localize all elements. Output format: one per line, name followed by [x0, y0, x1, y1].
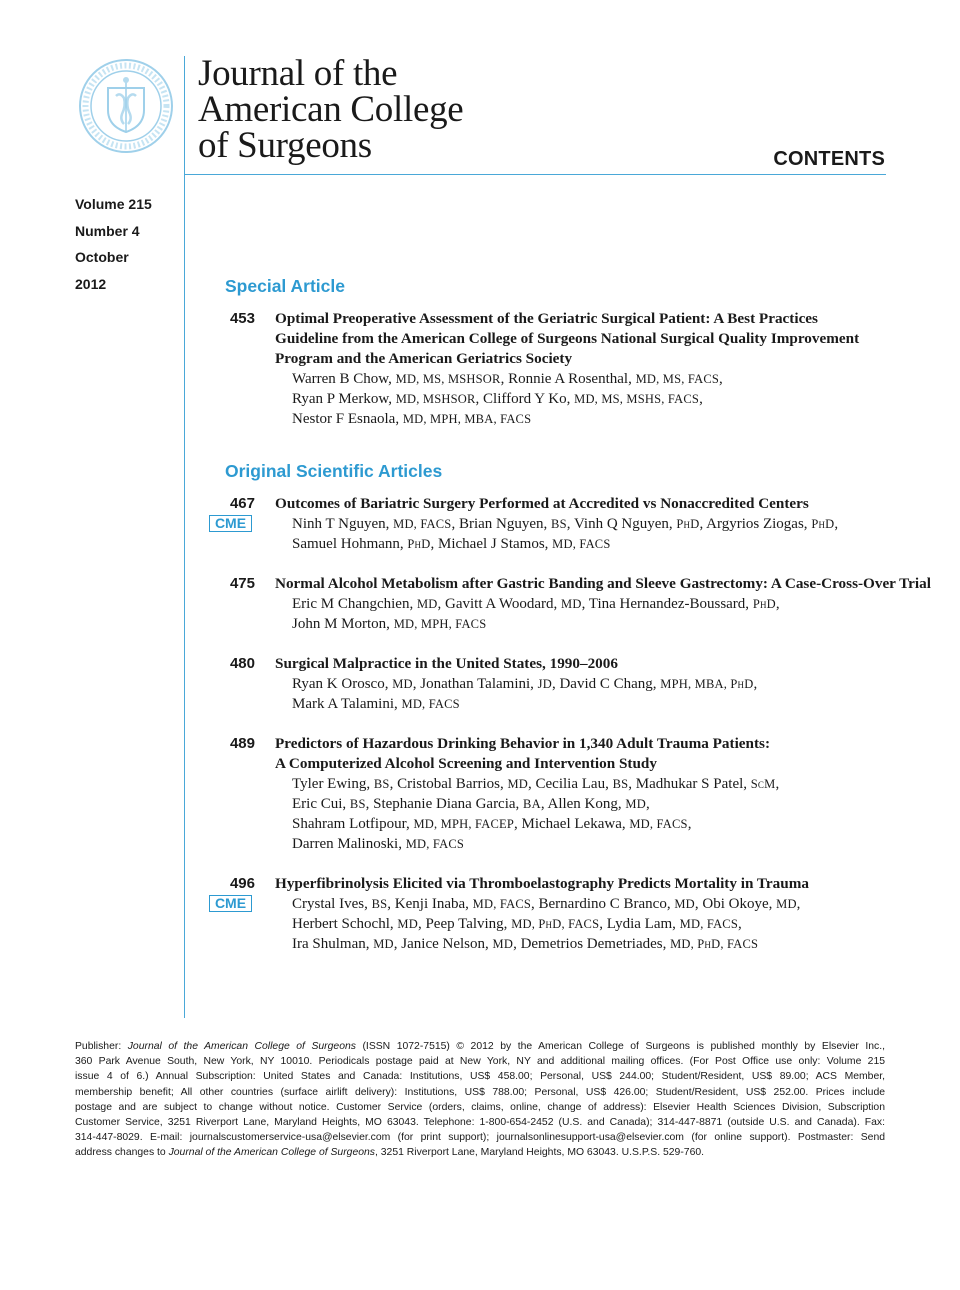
article-authors: Tyler Ewing, BS, Cristobal Barrios, MD, Cecilia Lau, BS, Madhukar S Patel, ScM, [292, 776, 780, 792]
article-title[interactable]: Normal Alcohol Metabolism after Gastric Banding and Sleeve Gastrectomy: A Case-Cross-Over Trial [275, 575, 931, 592]
page-number[interactable]: 467 [229, 495, 255, 512]
article-authors: Warren B Chow, MD, MS, MSHSOR, Ronnie A Rosenthal, MD, MS, FACS, [292, 371, 723, 387]
acs-seal-logo [78, 58, 174, 154]
article-authors: Eric Cui, BS, Stephanie Diana Garcia, BA, Allen Kong, MD, [292, 796, 650, 812]
author-degrees: MD, FACS [679, 917, 738, 931]
author-degrees: MD [392, 677, 413, 691]
cme-badge: CME [209, 895, 252, 912]
footer-line: membership benefit; All other countries (surface airlift delivery): Institutions, US$ 788.00; Personal, US$ 426.00; Student/Resident, US$ 252.00. Prices include [75, 1086, 885, 1098]
author-degrees: MD, MPH, FACS [393, 617, 487, 631]
author-degrees: MD [625, 797, 646, 811]
author-degrees: MD, PhD, FACS [511, 917, 600, 931]
author-degrees: MD, MS, MSHSOR [395, 372, 501, 386]
footer-line: postage and are subject to change without notice. Customer Service (orders, claims, online, change of address): Elsevier Health Sciences Division, Subscription [75, 1101, 885, 1113]
author-degrees: MD [507, 777, 529, 791]
page-number[interactable]: 475 [229, 575, 255, 592]
footer-line: Customer Service, 3251 Riverport Lane, Maryland Heights, MO 63043. Telephone: 1-800-654-2452 (U.S. and Canada); 314-447-8871 (outside U.S. and Canada). Fax: [75, 1117, 885, 1129]
author-degrees: JD [537, 677, 552, 691]
article-authors: Herbert Schochl, MD, Peep Talving, MD, PhD, FACS, Lydia Lam, MD, FACS, [292, 916, 742, 932]
author-degrees: BS [349, 797, 366, 811]
author-degrees: MD, FACS [401, 697, 460, 711]
author-degrees: MD, PhD, FACS [670, 937, 759, 951]
article-authors: Mark A Talamini, MD, FACS [292, 696, 460, 712]
article-title[interactable]: A Computerized Alcohol Screening and Intervention Study [275, 755, 657, 772]
author-degrees: MD [492, 937, 514, 951]
author-degrees: BA [523, 797, 541, 811]
author-degrees: PhD [811, 517, 835, 531]
page-number[interactable]: 489 [229, 735, 255, 752]
author-degrees: MD, MS, FACS [635, 372, 720, 386]
journal-title-line: Journal of the [198, 53, 398, 94]
article-authors: Darren Malinoski, MD, FACS [292, 836, 465, 852]
issue-volume: Volume 215 [75, 196, 152, 212]
toc-entry[interactable] [200, 654, 900, 714]
toc-entry[interactable] [200, 574, 931, 634]
article-authors: Ira Shulman, MD, Janice Nelson, MD, Demetrios Demetriades, MD, PhD, FACS [292, 936, 759, 952]
journal-title-line: American College [198, 89, 464, 130]
section-heading: Special Article [225, 276, 345, 296]
author-degrees: MD [674, 897, 695, 911]
journal-title [198, 53, 464, 166]
footer-line: Publisher: Journal of the American College of Surgeons (ISSN 1072-7515) © 2012 by the American College of Surgeons is published monthly by Elsevier Inc., [75, 1041, 885, 1052]
issue-year: 2012 [75, 275, 107, 292]
footer-line: address changes to Journal of the American College of Surgeons, 3251 Riverport Lane, Maryland Heights, MO 63043. U.S.P.S. 529-760. [75, 1147, 705, 1159]
author-degrees: MD, FACS [552, 537, 611, 551]
issue-info [75, 191, 152, 297]
article-title[interactable]: Outcomes of Bariatric Surgery Performed at Accredited vs Nonaccredited Centers [275, 495, 809, 512]
article-authors: Ryan K Orosco, MD, Jonathan Talamini, JD, David C Chang, MPH, MBA, PhD, [292, 676, 758, 692]
author-degrees: PhD [407, 537, 431, 551]
author-degrees: MD [416, 597, 438, 611]
cme-badge: CME [209, 515, 252, 532]
header-rule [184, 174, 886, 175]
article-authors: Nestor F Esnaola, MD, MPH, MBA, FACS [292, 411, 532, 427]
article-title[interactable]: Hyperfibrinolysis Elicited via Thromboelastography Predicts Mortality in Trauma [275, 875, 809, 892]
page-number[interactable]: 453 [229, 310, 255, 327]
author-degrees: MD, MPH, MBA, FACS [402, 412, 532, 426]
article-title[interactable]: Guideline from the American College of Surgeons National Surgical Quality Improvement [275, 330, 860, 347]
article-authors: Crystal Ives, BS, Kenji Inaba, MD, FACS, Bernardino C Branco, MD, Obi Okoye, MD, [292, 896, 801, 912]
author-degrees: MD, FACS [472, 897, 532, 911]
toc-entry[interactable] [200, 494, 900, 554]
author-degrees: MD, FACS [629, 817, 688, 831]
article-authors: Shahram Lotfipour, MD, MPH, FACEP, Michael Lekawa, MD, FACS, [292, 816, 692, 832]
footer-line: 360 Park Avenue South, New York, NY 10010. Periodicals postage paid at New York, NY and additional mailing offices. (For Post Office use only: Volume 215 [75, 1056, 885, 1068]
footer-line: 314-447-8029. E-mail: journalscustomerservice-usa@elsevier.com (for print support); journalsonlinesupport-usa@elsevier.com (for online support). Postmaster: Send [75, 1132, 885, 1144]
article-title[interactable]: Predictors of Hazardous Drinking Behavior in 1,340 Adult Trauma Patients: [275, 735, 771, 752]
publisher-footer [75, 1039, 885, 1161]
footer-line: issue 4 of 6.) Annual Subscription: United States and Canada: Institutions, US$ 458.00; Personal, US$ 244.00; Student/Resident, US$ 89.00; ACS Member, [75, 1071, 885, 1083]
toc-entry[interactable] [200, 874, 900, 954]
article-authors: Ninh T Nguyen, MD, FACS, Brian Nguyen, BS, Vinh Q Nguyen, PhD, Argyrios Ziogas, PhD, [292, 516, 839, 532]
toc-entry[interactable] [200, 734, 900, 854]
page-number[interactable]: 480 [229, 655, 255, 672]
author-degrees: MD, MS, MSHS, FACS [574, 392, 700, 406]
issue-number: Number 4 [75, 222, 140, 239]
page-number[interactable]: 496 [229, 875, 255, 892]
article-title[interactable]: Program and the American Geriatrics Society [275, 350, 573, 367]
author-degrees: MD, FACS [405, 837, 465, 851]
contents-heading: CONTENTS [773, 148, 885, 170]
author-degrees: PhD [676, 517, 700, 531]
vertical-rule [184, 56, 185, 1018]
article-authors: Samuel Hohmann, PhD, Michael J Stamos, MD, FACS [292, 536, 611, 552]
article-authors: Ryan P Merkow, MD, MSHSOR, Clifford Y Ko, MD, MS, MSHS, FACS, [292, 391, 703, 407]
issue-month: October [75, 249, 129, 265]
author-degrees: MPH, MBA, PhD [660, 677, 754, 691]
author-degrees: MD [397, 917, 418, 931]
author-degrees: MD, MPH, FACEP [413, 817, 514, 831]
article-title[interactable]: Surgical Malpractice in the United States, 1990–2006 [275, 655, 618, 672]
article-title[interactable]: Optimal Preoperative Assessment of the Geriatric Surgical Patient: A Best Practices [275, 310, 818, 327]
author-degrees: MD, MSHSOR [395, 392, 476, 406]
author-degrees: MD [561, 597, 582, 611]
article-authors: Eric M Changchien, MD, Gavitt A Woodard, MD, Tina Hernandez-Boussard, PhD, [292, 596, 780, 612]
toc-entry[interactable] [200, 309, 900, 429]
author-degrees: BS [612, 777, 629, 791]
author-degrees: BS [551, 517, 567, 531]
author-degrees: MD, FACS [393, 517, 452, 531]
author-degrees: MD [776, 897, 797, 911]
journal-title-line: of Surgeons [198, 125, 372, 166]
section-heading: Original Scientific Articles [225, 461, 443, 481]
author-degrees: PhD [752, 597, 776, 611]
author-degrees: MD [373, 937, 394, 951]
article-authors: John M Morton, MD, MPH, FACS [292, 616, 487, 632]
author-degrees: BS [371, 897, 388, 911]
author-degrees: ScM [750, 777, 776, 791]
author-degrees: BS [373, 777, 390, 791]
